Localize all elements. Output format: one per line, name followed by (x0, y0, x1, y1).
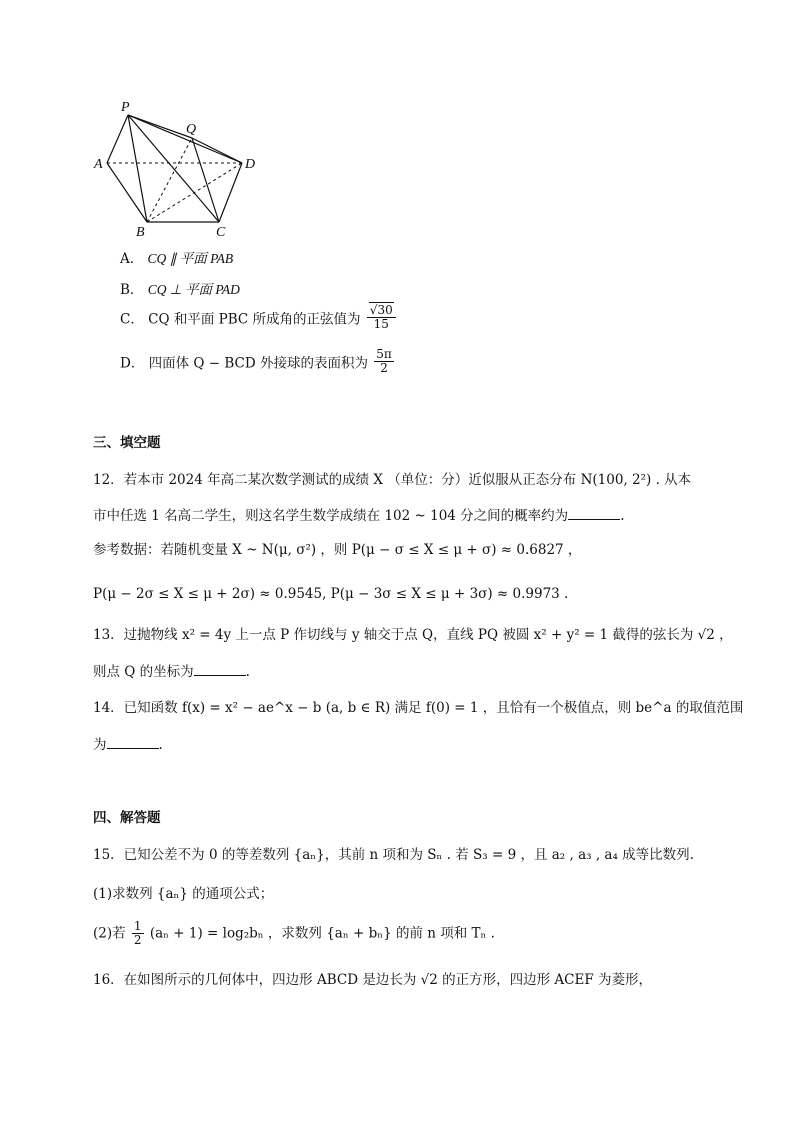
label-B: B (136, 225, 145, 240)
q15-part1: (1)求数列 {aₙ} 的通项公式； (93, 886, 274, 902)
q12-line2-end: . (620, 508, 625, 524)
q13-answer-blank (194, 661, 246, 676)
q14-line2 (93, 734, 163, 755)
option-b (120, 278, 240, 298)
option-a-text: CQ ∥ 平面 PAB (147, 251, 234, 266)
q12-line4: P(μ − 2σ ≤ X ≤ μ + 2σ) ≈ 0.9545, P(μ − 3σ ≤ X ≤ μ + 3σ) ≈ 0.9973 . (93, 586, 569, 602)
option-c-frac-num: √30 (369, 303, 393, 317)
q12-line2-text: 市中任选 1 名高二学生，则这名学生数学成绩在 102 ~ 104 分之间的概率约为 (93, 508, 569, 524)
label-C: C (216, 225, 226, 240)
edge-BQ-dashed (147, 138, 192, 222)
option-c-frac-den: 15 (373, 317, 389, 331)
option-b-text: CQ ⊥ 平面 PAD (147, 282, 240, 297)
option-d-frac-den: 2 (380, 361, 388, 375)
edge-PA (107, 115, 128, 163)
q14-line2-text: 为 (93, 737, 107, 753)
label-D: D (245, 157, 256, 172)
edge-BD-dashed (147, 163, 242, 222)
edge-CD (219, 163, 242, 222)
edge-PB (128, 115, 147, 222)
q15-part2-prefix: (2)若 (93, 925, 126, 942)
q15-part2 (93, 920, 495, 947)
edge-AB (107, 163, 147, 222)
q14-answer-blank (107, 734, 159, 749)
q13-line2-end: . (245, 664, 250, 680)
option-c-text: CQ 和平面 PBC 所成角的正弦值为 (148, 311, 361, 328)
option-d-frac-num: 5π (376, 347, 392, 361)
label-A: A (94, 157, 103, 172)
label-P: P (121, 100, 130, 115)
option-c-letter: C． (120, 311, 144, 328)
q12-line1: 12．若本市 2024 年高二某次数学测试的成绩 X （单位：分）近似服从正态分布 N(100, 2²) . 从本 (93, 472, 692, 488)
q14-line1: 14．已知函数 f(x) = x² − ae^x − b (a, b ∈ R) 满足 f(0) = 1 ，且恰有一个极值点，则 be^a 的取值范围 (93, 700, 744, 716)
label-Q: Q (186, 122, 197, 137)
q16-line1: 16．在如图所示的几何体中，四边形 ABCD 是边长为 √2 的正方形，四边形 ACEF 为菱形， (93, 972, 652, 988)
option-d (120, 348, 396, 375)
section4-title: 四、解答题 (93, 810, 161, 826)
option-d-letter: D． (120, 355, 145, 372)
q15-part2-fraction (132, 920, 144, 947)
q13-line1: 13．过抛物线 x² = 4y 上一点 P 作切线与 y 轴交于点 Q，直线 PQ 被圆 x² + y² = 1 截得的弦长为 √2 ， (93, 627, 733, 643)
option-c (120, 304, 398, 331)
option-d-text: 四面体 Q − BCD 外接球的表面积为 (148, 355, 368, 372)
option-a (120, 247, 233, 267)
q15-line1: 15．已知公差不为 0 的等差数列 {aₙ}，其前 n 项和为 Sₙ . 若 S₃ = 9 ，且 a₂ , a₃ , a₄ 成等比数列. (93, 847, 694, 863)
q13-line2-text: 则点 Q 的坐标为 (93, 664, 194, 680)
geometry-figure (90, 95, 270, 240)
edge-PD (128, 115, 242, 163)
option-c-fraction (367, 304, 396, 331)
q14-line2-end: . (158, 737, 163, 753)
q12-line3: 参考数据：若随机变量 X ~ N(μ, σ²) ，则 P(μ − σ ≤ X ≤ μ + σ) ≈ 0.6827 ， (93, 542, 582, 558)
q15-part2-text: (aₙ + 1) = log₂bₙ ，求数列 {aₙ + bₙ} 的前 n 项和 Tₙ . (149, 925, 495, 942)
q12-answer-blank (568, 505, 620, 520)
section3-title: 三、填空题 (93, 435, 161, 451)
q12-line2 (93, 505, 624, 526)
option-b-letter: B． (120, 282, 144, 298)
q13-line2 (93, 661, 250, 682)
q15-part2-frac-num: 1 (133, 919, 142, 933)
q15-part2-frac-den: 2 (133, 933, 142, 947)
option-a-letter: A． (120, 251, 144, 267)
option-d-fraction (374, 348, 394, 375)
